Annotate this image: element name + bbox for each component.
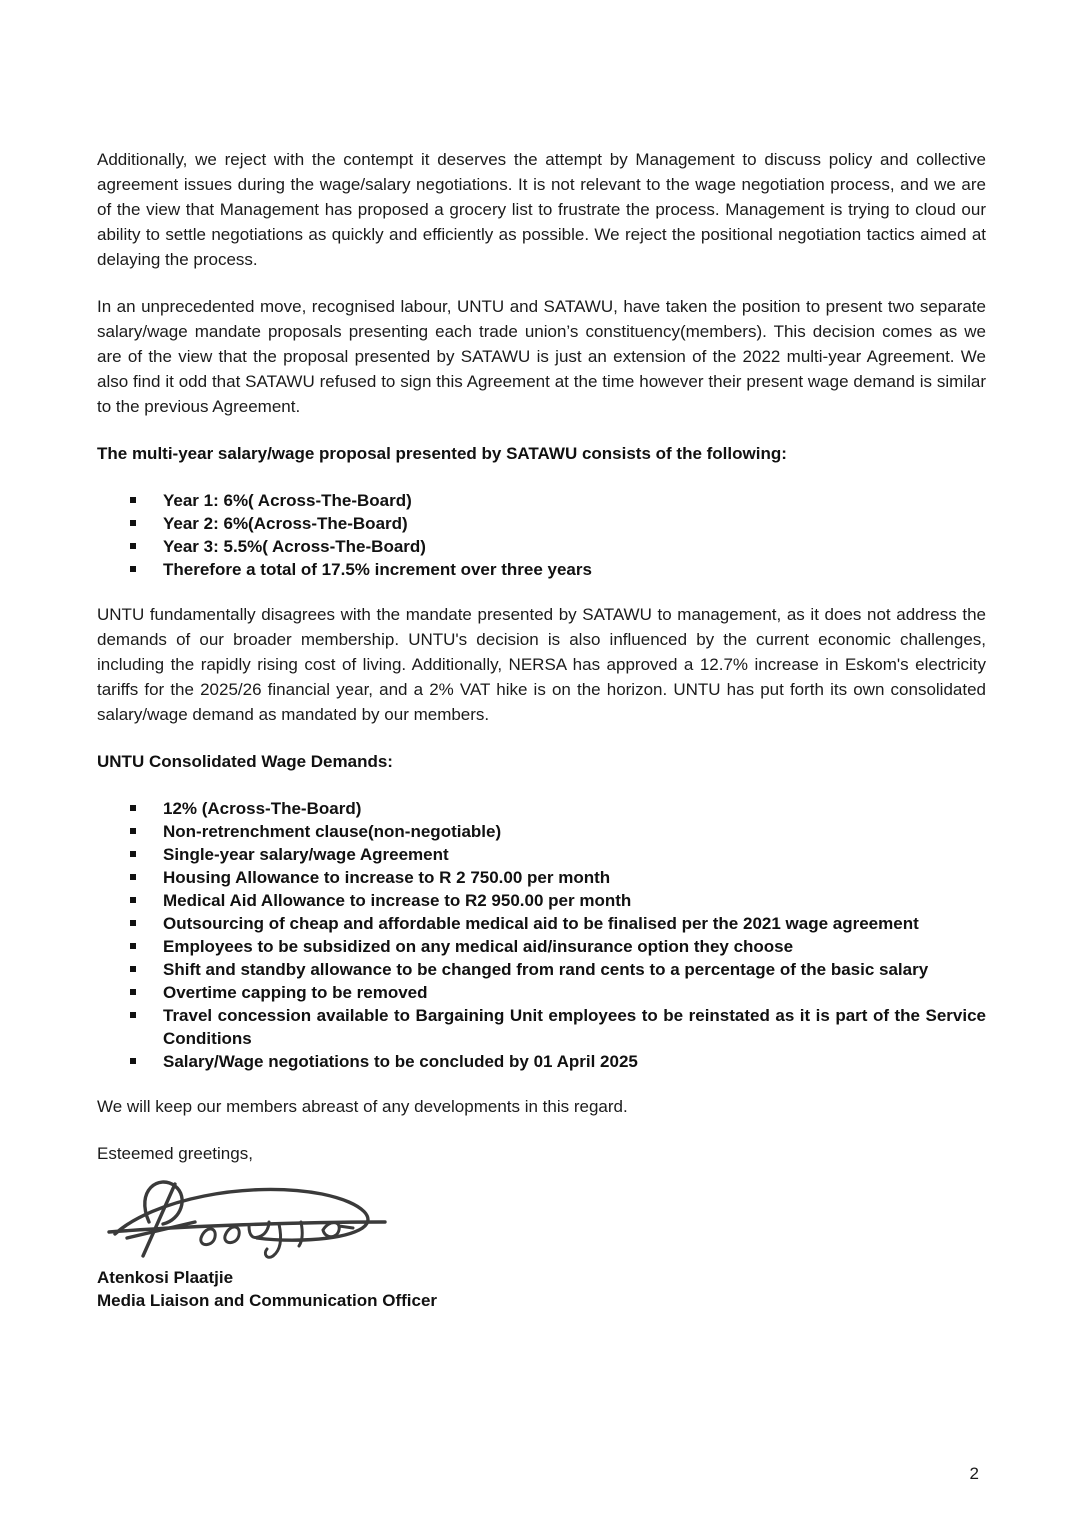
satawu-proposal-list	[97, 489, 986, 581]
list-item: Year 2: 6%(Across-The-Board)	[97, 512, 986, 535]
list-item: Therefore a total of 17.5% increment over three years	[97, 558, 986, 581]
signatory-name: Atenkosi Plaatjie	[97, 1268, 234, 1287]
list-item: Single-year salary/wage Agreement	[97, 843, 986, 866]
list-item: Employees to be subsidized on any medical aid/insurance option they choose	[97, 935, 986, 958]
list-item: Shift and standby allowance to be changed from rand cents to a percentage of the basic salary	[97, 958, 986, 981]
greeting-line: Esteemed greetings,	[97, 1144, 253, 1163]
list-item: Salary/Wage negotiations to be concluded by 01 April 2025	[97, 1050, 986, 1073]
signatory-title: Media Liaison and Communication Officer	[97, 1291, 438, 1310]
list-item: Overtime capping to be removed	[97, 981, 986, 1004]
document-body	[97, 147, 986, 1312]
paragraph-unprecedented-move: In an unprecedented move, recognised labour, UNTU and SATAWU, have taken the position to present two separate salary/wage mandate proposals presenting each trade union’s constituency(members). This decision comes as we are of the view that the proposal presented by SATAWU is just an extension of the 2022 multi-year Agreement. We also find it odd that SATAWU refused to sign this Agreement at the time however their present wage demand is similar to the previous Agreement.	[97, 297, 986, 416]
closing-statement: We will keep our members abreast of any developments in this regard.	[97, 1097, 628, 1116]
paragraph-untu-disagrees: UNTU fundamentally disagrees with the mandate presented by SATAWU to management, as it does not address the demands of our broader membership. UNTU's decision is also influenced by the current economic challenges, including the rapidly rising cost of living. Additionally, NERSA has approved a 12.7% increase in Eskom's electricity tariffs for the 2025/26 financial year, and a 2% VAT hike is on the horizon. UNTU has put forth its own consolidated salary/wage demand as mandated by our members.	[97, 605, 986, 724]
list-item: Medical Aid Allowance to increase to R2 950.00 per month	[97, 889, 986, 912]
list-item: Non-retrenchment clause(non-negotiable)	[97, 820, 986, 843]
list-item: Year 3: 5.5%( Across-The-Board)	[97, 535, 986, 558]
page-number: 2	[969, 1464, 979, 1483]
list-item: Outsourcing of cheap and affordable medical aid to be finalised per the 2021 wage agreement	[97, 912, 986, 935]
untu-demands-list	[97, 797, 986, 1073]
list-item: Housing Allowance to increase to R 2 750.00 per month	[97, 866, 986, 889]
list-item: Year 1: 6%( Across-The-Board)	[97, 489, 986, 512]
satawu-proposal-heading: The multi-year salary/wage proposal presented by SATAWU consists of the following:	[97, 444, 787, 463]
list-item: Travel concession available to Bargaining Unit employees to be reinstated as it is part of the Service Conditions	[97, 1004, 986, 1050]
paragraph-management-rejection: Additionally, we reject with the contempt it deserves the attempt by Management to discuss policy and collective agreement issues during the wage/salary negotiations. It is not relevant to the wage negotiation process, and we are of the view that Management has proposed a grocery list to frustrate the process. Management is trying to cloud our ability to settle negotiations as quickly and efficiently as possible. We reject the positional negotiation tactics aimed at delaying the process.	[97, 150, 986, 269]
untu-demands-heading: UNTU Consolidated Wage Demands:	[97, 752, 393, 771]
signature-image	[97, 1172, 986, 1264]
list-item: 12% (Across-The-Board)	[97, 797, 986, 820]
